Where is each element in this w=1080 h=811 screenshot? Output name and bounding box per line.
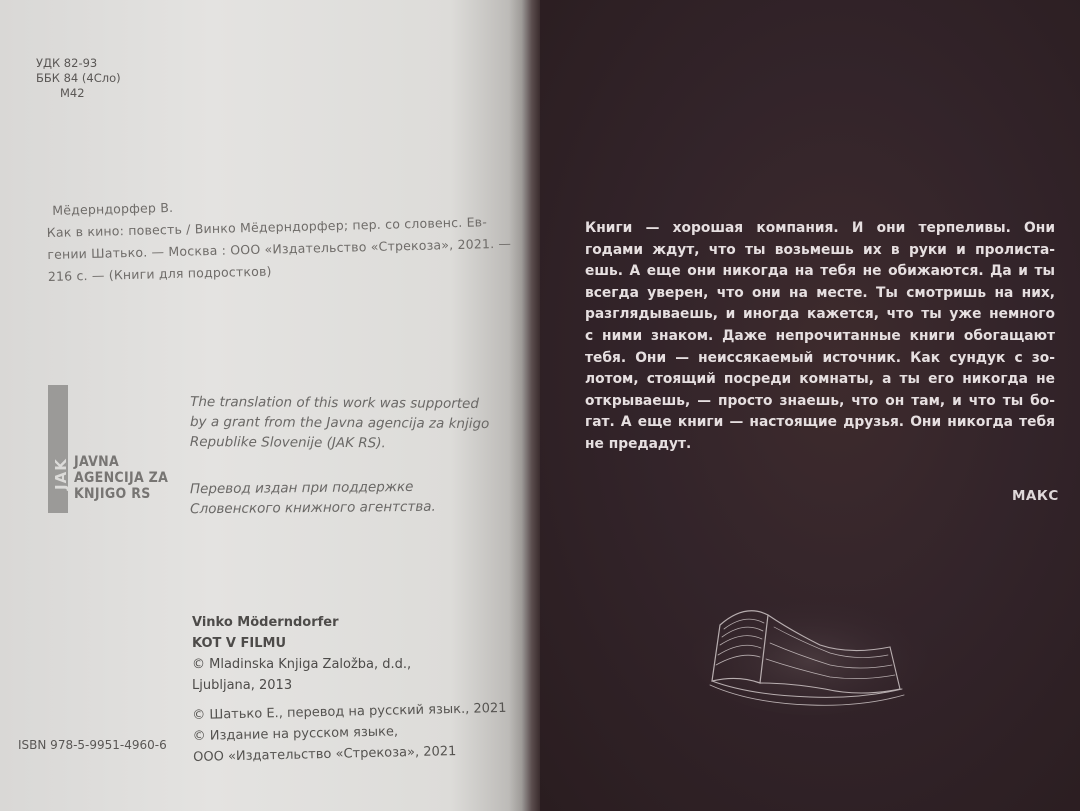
- udk-code: УДК 82-93: [36, 56, 98, 70]
- translation-en-line-1: The translation of this work was supported: [190, 393, 480, 412]
- original-title: KOT V FILMU: [192, 636, 287, 651]
- translation-en-line-3: Republike Slovenije (JAK RS).: [189, 433, 386, 452]
- original-publisher: © Mladinska Knjiga Založba, d.d.,: [192, 657, 412, 672]
- russian-copyright: [192, 698, 508, 768]
- translation-note-en: [190, 392, 490, 454]
- jak-name-line-1: JAVNA: [74, 454, 120, 470]
- jak-name-line-2: AGENCIJA ZA: [74, 470, 169, 486]
- quote-line: разглядываешь, и иногда кажется, что ты уже немного: [585, 306, 1055, 323]
- bibliographic-record: [46, 189, 512, 288]
- translation-en-line-2: by a grant from the Javna agencija za knjigo: [189, 413, 490, 433]
- original-publisher-city: Ljubljana, 2013: [192, 678, 293, 693]
- jak-logo-name: [74, 454, 168, 502]
- translation-ru-line-1: Перевод издан при поддержке: [189, 478, 414, 498]
- copyright-edition: © Издание на русском языке,: [192, 724, 399, 744]
- biblio-line-2: гении Шатько. — Москва : ООО «Издательство «Стрекоза», 2021. —: [47, 235, 512, 262]
- quote-line: с ними знаком. Даже непрочитанные книги обогащают: [585, 327, 1055, 344]
- jak-name-line-3: KNJIGO RS: [74, 486, 151, 502]
- biblio-line-1: Как в кино: повесть / Винко Мёдерндорфер; пер. со словенс. Ев-: [46, 214, 488, 240]
- quote-line: лотом, стоящий посреди комнаты, а ты его никогда не: [585, 371, 1055, 388]
- quote-line: не предадут.: [585, 435, 692, 452]
- author-mark: М42: [60, 86, 85, 100]
- epigraph-quote: [585, 218, 1055, 456]
- translation-note-ru: [190, 477, 436, 520]
- original-credits: [192, 612, 411, 696]
- isbn: ISBN 978-5-9951-4960-6: [18, 738, 167, 752]
- quote-line: открываешь, — просто знаешь, что он там, и что ты бо-: [585, 392, 1055, 409]
- quote-line: Книги — хорошая компания. И они терпеливы. Они: [585, 220, 1055, 236]
- jak-logo-bar: [48, 385, 68, 513]
- copyright-translation: © Шатько Е., перевод на русский язык., 2021: [192, 700, 507, 723]
- bbk-code: ББК 84 (4Сло): [36, 71, 121, 85]
- biblio-line-3: 216 с. — (Книги для подростков): [47, 263, 272, 284]
- quote-line: ешь. А еще они никогда на тебя не обижаются. Да и ты: [585, 263, 1055, 280]
- translation-ru-line-2: Словенского книжного агентства.: [190, 498, 436, 518]
- open-book-sketch-icon: [690, 585, 930, 725]
- jak-logo-letters: JAK: [52, 458, 70, 490]
- quote-line: гат. А еще книги — настоящие друзья. Они никогда тебя: [585, 414, 1055, 431]
- copyright-publisher: ООО «Издательство «Стрекоза», 2021: [193, 744, 457, 765]
- biblio-author: Мёдерндорфер В.: [52, 199, 174, 218]
- quote-signature: МАКС: [1012, 488, 1059, 504]
- quote-line: годами ждут, что ты возьмешь их в руки и пролиста-: [585, 241, 1055, 258]
- quote-line: тебя. Они — неиссякаемый источник. Как сундук с зо-: [585, 349, 1055, 366]
- quote-line: всегда уверен, что они на месте. Ты смотришь на них,: [585, 284, 1055, 301]
- original-author: Vinko Möderndorfer: [192, 615, 339, 630]
